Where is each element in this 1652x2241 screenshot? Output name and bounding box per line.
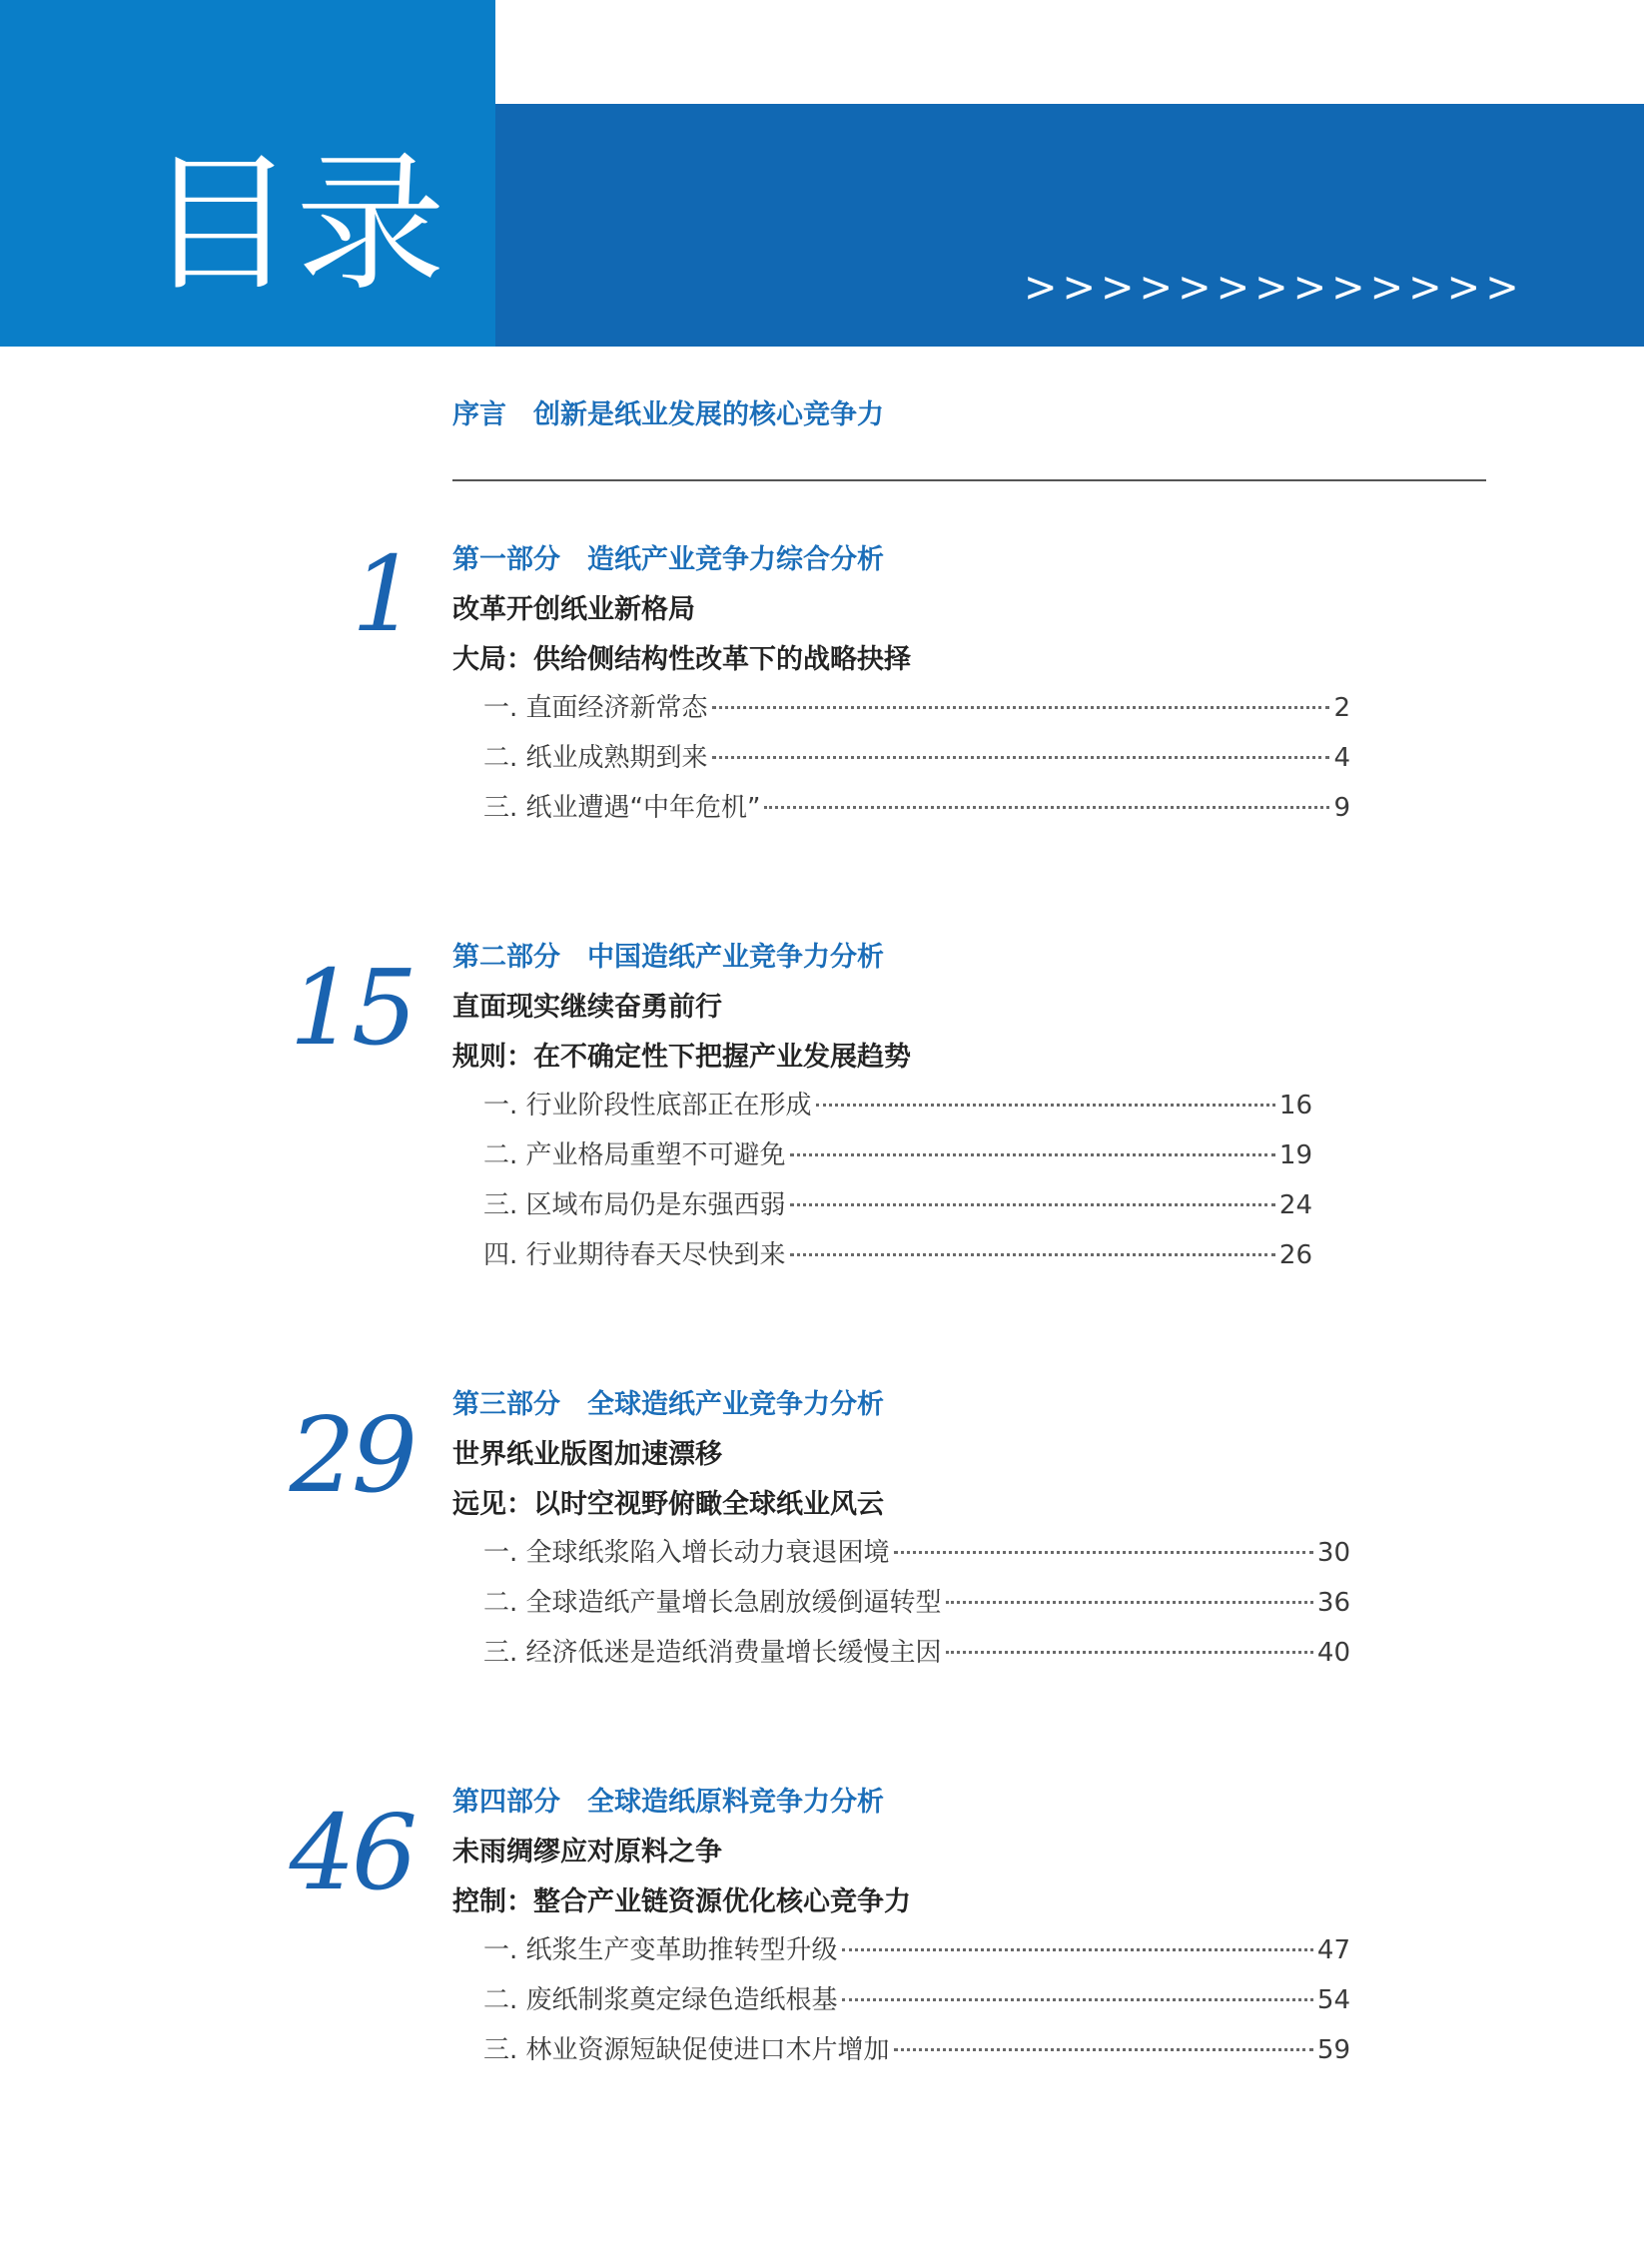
toc-entry-label: 二. 产业格局重塑不可避免	[483, 1140, 786, 1170]
dot-leader	[764, 806, 1329, 809]
section-subtitle: 远见：以时空视野俯瞰全球纸业风云	[452, 1489, 884, 1520]
toc-entry-label: 三. 纸业遭遇“中年危机”	[483, 793, 761, 823]
toc-entry[interactable]	[483, 1637, 1350, 1687]
toc-entry-page: 2	[1333, 693, 1350, 723]
toc-entry-list	[483, 1090, 1312, 1289]
section-title: 直面现实继续奋勇前行	[452, 992, 722, 1023]
section-number: 15	[289, 947, 413, 1069]
dot-leader	[712, 756, 1330, 759]
toc-entry-label: 一. 全球纸浆陷入增长动力衰退困境	[483, 1538, 890, 1568]
dot-leader	[946, 1651, 1313, 1654]
section-part-heading[interactable]: 第三部分 全球造纸产业竞争力分析	[452, 1389, 884, 1420]
section-number: 29	[289, 1394, 413, 1516]
toc-entry-label: 二. 纸业成熟期到来	[483, 743, 708, 773]
toc-entry-page: 47	[1316, 1935, 1350, 1965]
dot-leader	[842, 1948, 1313, 1951]
toc-entry-label: 二. 全球造纸产量增长急剧放缓倒逼转型	[483, 1588, 942, 1618]
toc-entry-page: 36	[1316, 1588, 1350, 1618]
dot-leader	[894, 1551, 1313, 1554]
toc-entry[interactable]	[483, 1984, 1350, 2034]
section-title: 改革开创纸业新格局	[452, 594, 695, 625]
section-subtitle: 规则：在不确定性下把握产业发展趋势	[452, 1042, 911, 1073]
toc-entry[interactable]	[483, 2034, 1350, 2084]
toc-entry[interactable]	[483, 1239, 1312, 1289]
dot-leader	[790, 1253, 1275, 1256]
toc-entry[interactable]	[483, 1139, 1312, 1189]
toc-entry[interactable]	[483, 1587, 1350, 1637]
toc-entry[interactable]	[483, 792, 1350, 842]
dot-leader	[790, 1203, 1275, 1206]
section-part-heading[interactable]: 第二部分 中国造纸产业竞争力分析	[452, 942, 884, 973]
dot-leader	[894, 2048, 1313, 2051]
page-title: 目录	[146, 138, 446, 312]
divider	[452, 479, 1486, 481]
section-number: 46	[289, 1792, 413, 1913]
toc-entry[interactable]	[483, 1090, 1312, 1139]
toc-entry[interactable]	[483, 1934, 1350, 1984]
toc-entry-label: 一. 直面经济新常态	[483, 693, 708, 723]
toc-entry-page: 19	[1278, 1140, 1312, 1170]
toc-entry[interactable]	[483, 1537, 1350, 1587]
toc-entry-list	[483, 1537, 1350, 1687]
toc-entry-list	[483, 1934, 1350, 2084]
toc-entry-label: 三. 区域布局仍是东强西弱	[483, 1190, 786, 1220]
dot-leader	[842, 1998, 1313, 2001]
arrow-decoration: >>>>>>>>>>>>>	[1024, 263, 1524, 313]
dot-leader	[712, 706, 1330, 709]
toc-entry-page: 24	[1278, 1190, 1312, 1220]
toc-entry-page: 9	[1333, 793, 1350, 823]
section-title: 未雨绸缪应对原料之争	[452, 1837, 722, 1868]
section-part-heading[interactable]: 第四部分 全球造纸原料竞争力分析	[452, 1787, 884, 1818]
section-title: 世界纸业版图加速漂移	[452, 1439, 722, 1470]
toc-entry-list	[483, 692, 1350, 842]
toc-entry-page: 40	[1316, 1638, 1350, 1668]
section-part-heading[interactable]: 第一部分 造纸产业竞争力综合分析	[452, 544, 884, 575]
section-subtitle: 控制：整合产业链资源优化核心竞争力	[452, 1886, 911, 1917]
toc-entry[interactable]	[483, 1189, 1312, 1239]
toc-entry-page: 59	[1316, 2035, 1350, 2065]
toc-entry-label: 二. 废纸制浆奠定绿色造纸根基	[483, 1985, 838, 2015]
toc-entry-label: 一. 纸浆生产变革助推转型升级	[483, 1935, 838, 1965]
toc-entry-label: 三. 林业资源短缺促使进口木片增加	[483, 2035, 890, 2065]
toc-entry[interactable]	[483, 742, 1350, 792]
toc-entry-label: 四. 行业期待春天尽快到来	[483, 1240, 786, 1270]
toc-entry-page: 26	[1278, 1240, 1312, 1270]
toc-entry-page: 16	[1278, 1091, 1312, 1120]
dot-leader	[816, 1104, 1275, 1107]
toc-entry-label: 一. 行业阶段性底部正在形成	[483, 1091, 812, 1120]
toc-entry[interactable]	[483, 692, 1350, 742]
dot-leader	[946, 1601, 1313, 1604]
toc-entry-page: 4	[1333, 743, 1350, 773]
section-number: 1	[351, 533, 413, 655]
toc-entry-page: 30	[1316, 1538, 1350, 1568]
toc-entry-page: 54	[1316, 1985, 1350, 2015]
preface-link[interactable]: 序言 创新是纸业发展的核心竞争力	[452, 399, 884, 430]
dot-leader	[790, 1153, 1275, 1156]
toc-entry-label: 三. 经济低迷是造纸消费量增长缓慢主因	[483, 1638, 942, 1668]
section-subtitle: 大局：供给侧结构性改革下的战略抉择	[452, 644, 911, 675]
